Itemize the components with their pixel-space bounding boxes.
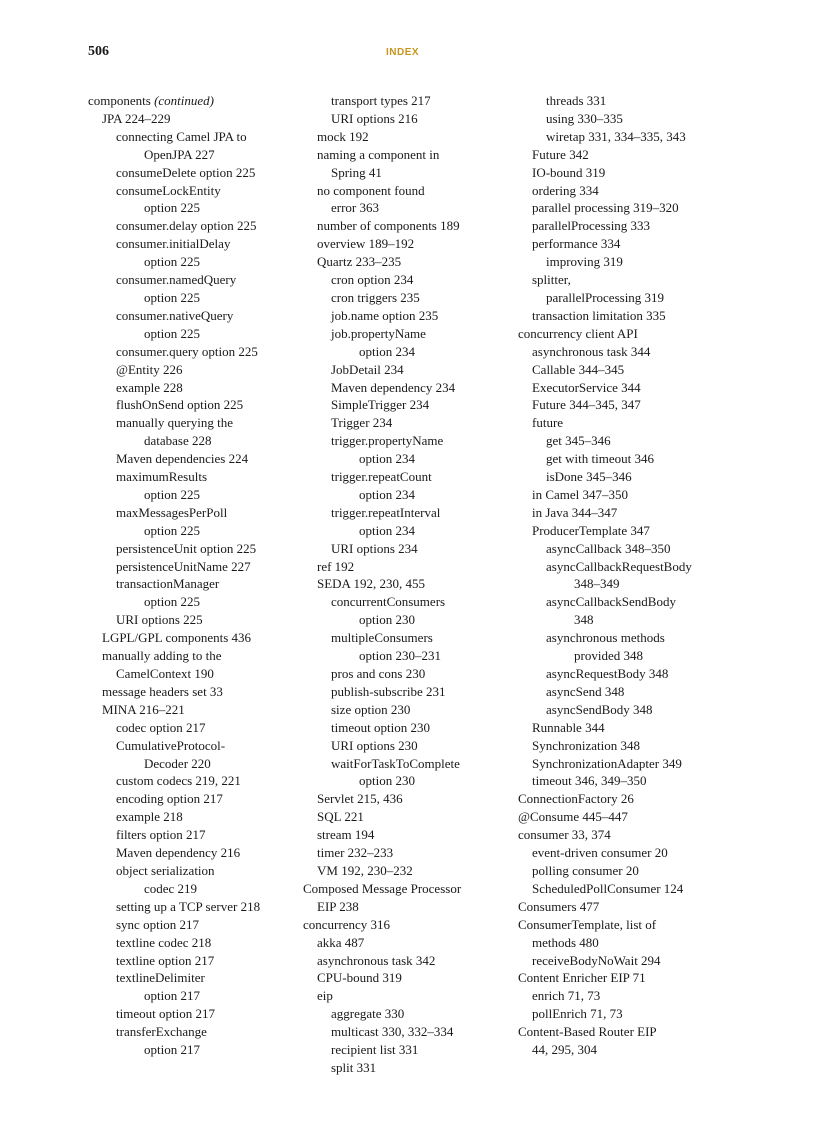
index-entry: consumer 33, 374 — [518, 827, 611, 843]
index-entry: transaction limitation 335 — [532, 307, 666, 323]
index-entry: trigger.repeatInterval — [331, 504, 441, 520]
index-entry: JobDetail 234 — [331, 361, 404, 377]
index-entry: CamelContext 190 — [116, 666, 214, 681]
index-entry: option 225 — [144, 200, 200, 216]
index-entry: option 230 — [359, 612, 415, 628]
index-entry: consumer.query option 225 — [116, 343, 258, 359]
index-entry: Decoder 220 — [144, 755, 211, 771]
index-entry: Maven dependency 234 — [331, 379, 456, 395]
index-entry: transport types 217 — [331, 93, 431, 108]
index-entry: Content-Based Router EIP — [518, 1024, 657, 1040]
index-entry: asyncSend 348 — [546, 683, 625, 699]
index-entry: timer 232–233 — [317, 845, 394, 861]
index-entry: SimpleTrigger 234 — [331, 397, 430, 413]
index-entry: consumer.namedQuery — [116, 272, 237, 288]
index-entry: VM 192, 230–232 — [317, 862, 413, 878]
index-entry: asyncCallback 348–350 — [546, 540, 671, 556]
index-entry: recipient list 331 — [331, 1042, 419, 1058]
index-entry: textline codec 218 — [116, 934, 212, 950]
index-entry: get with timeout 346 — [546, 451, 654, 467]
index-entry: components (continued) — [88, 93, 214, 108]
index-entry: connecting Camel JPA to — [116, 128, 247, 144]
index-entry: Trigger 234 — [331, 415, 393, 431]
index-entry: improving 319 — [546, 254, 623, 270]
index-entry: overview 189–192 — [317, 236, 415, 252]
index-entry: ConnectionFactory 26 — [518, 791, 634, 807]
index-entry: ExecutorService 344 — [532, 379, 641, 395]
index-entry: URI options 216 — [331, 110, 418, 126]
index-entry: ProducerTemplate 347 — [532, 522, 650, 538]
index-entry: asynchronous task 342 — [317, 952, 436, 968]
index-entry: Future 342 — [532, 146, 589, 162]
index-entry: filters option 217 — [116, 827, 206, 843]
index-entry: akka 487 — [317, 934, 365, 950]
index-entry: Synchronization 348 — [532, 737, 640, 753]
index-entry: message headers set 33 — [102, 683, 223, 699]
index-entry: SQL 221 — [317, 809, 364, 825]
index-entry: @Consume 445–447 — [518, 809, 628, 825]
index-entry: no component found — [317, 182, 425, 198]
index-entry: codec option 217 — [116, 719, 206, 735]
index-entry: Maven dependencies 224 — [116, 451, 249, 467]
index-entry: custom codecs 219, 221 — [116, 773, 241, 789]
index-entry: option 225 — [144, 254, 200, 270]
index-entry: option 217 — [144, 1042, 200, 1058]
index-entry: OpenJPA 227 — [144, 146, 215, 162]
index-entry: option 230 — [359, 773, 415, 789]
index-entry: asynchronous methods — [546, 630, 665, 646]
index-entry: job.propertyName — [331, 325, 426, 341]
index-entry: option 234 — [359, 343, 415, 359]
index-entry: consumeDelete option 225 — [116, 164, 256, 180]
index-entry: CPU-bound 319 — [317, 970, 402, 986]
index-entry: parallelProcessing 319 — [546, 289, 665, 305]
index-entry: sync option 217 — [116, 916, 200, 932]
index-entry: maximumResults — [116, 469, 207, 485]
index-entry: encoding option 217 — [116, 791, 223, 807]
index-column-1 — [88, 92, 298, 1059]
index-entry: maxMessagesPerPoll — [116, 504, 228, 520]
index-entry: Callable 344–345 — [532, 361, 625, 377]
index-entry: consumer.nativeQuery — [116, 307, 234, 323]
index-entry: CumulativeProtocol- — [116, 737, 226, 753]
index-entry: Runnable 344 — [532, 719, 605, 735]
index-entry: object serialization — [116, 862, 215, 878]
index-entry: split 331 — [331, 1059, 377, 1075]
index-entry: concurrency 316 — [303, 916, 390, 932]
index-entry: asynchronous task 344 — [532, 343, 651, 359]
index-entry: provided 348 — [574, 648, 643, 664]
index-entry: EIP 238 — [317, 898, 359, 914]
index-entry: transactionManager — [116, 576, 220, 592]
index-entry: option 217 — [144, 988, 200, 1004]
index-entry: LGPL/GPL components 436 — [102, 630, 252, 646]
index-entry: splitter, — [532, 272, 571, 288]
index-entry: eip — [317, 988, 333, 1004]
running-head: INDEX — [386, 47, 420, 58]
index-entry: methods 480 — [532, 934, 599, 950]
index-entry: flushOnSend option 225 — [116, 397, 244, 413]
index-entry: mock 192 — [317, 128, 369, 144]
index-entry: Maven dependency 216 — [116, 845, 241, 861]
index-entry: stream 194 — [317, 827, 375, 843]
index-entry: in Java 344–347 — [532, 504, 618, 520]
index-entry: example 218 — [116, 809, 183, 825]
index-entry: IO-bound 319 — [532, 164, 606, 180]
index-entry: trigger.repeatCount — [331, 469, 432, 485]
index-entry: timeout option 217 — [116, 1006, 215, 1022]
index-entry: URI options 230 — [331, 737, 418, 753]
index-entry: persistenceUnitName 227 — [116, 558, 251, 574]
index-entry: get 345–346 — [546, 433, 611, 449]
index-entry: naming a component in — [317, 146, 440, 162]
index-entry: parallelProcessing 333 — [532, 218, 651, 234]
index-entry: option 225 — [144, 486, 200, 502]
index-entry: manually adding to the — [102, 648, 222, 664]
index-entry: concurrency client API — [518, 325, 638, 341]
index-entry: SEDA 192, 230, 455 — [317, 576, 425, 592]
index-entry: in Camel 347–350 — [532, 486, 629, 502]
index-entry: aggregate 330 — [331, 1006, 405, 1022]
index-entry: multipleConsumers — [331, 630, 433, 646]
index-entry: publish-subscribe 231 — [331, 683, 446, 699]
index-entry: codec 219 — [144, 880, 198, 896]
index-entry: future — [532, 415, 564, 431]
index-entry: 44, 295, 304 — [532, 1042, 597, 1058]
index-entry: Composed Message Processor — [303, 880, 462, 896]
index-entry: persistenceUnit option 225 — [116, 540, 257, 556]
index-entry: 348 — [574, 612, 594, 628]
index-entry: JPA 224–229 — [102, 110, 171, 126]
index-entry: size option 230 — [331, 701, 411, 717]
index-column-3 — [518, 92, 738, 1059]
index-entry: asyncCallbackRequestBody — [546, 558, 692, 574]
index-entry: option 225 — [144, 325, 200, 341]
index-entry: Spring 41 — [331, 164, 382, 180]
index-entry: performance 334 — [532, 236, 621, 252]
index-entry: consumer.delay option 225 — [116, 218, 257, 234]
index-entry: trigger.propertyName — [331, 433, 444, 449]
index-entry: example 228 — [116, 379, 183, 395]
index-entry: asyncRequestBody 348 — [546, 666, 669, 681]
index-entry: URI options 225 — [116, 612, 203, 628]
index-entry: option 225 — [144, 594, 200, 610]
index-entry: ordering 334 — [532, 182, 599, 198]
index-entry: enrich 71, 73 — [532, 988, 601, 1004]
index-entry: Future 344–345, 347 — [532, 397, 641, 413]
index-entry: cron triggers 235 — [331, 289, 420, 305]
index-entry: multicast 330, 332–334 — [331, 1024, 454, 1040]
index-entry: ConsumerTemplate, list of — [518, 916, 657, 932]
index-entry: job.name option 235 — [331, 307, 439, 323]
index-entry: ref 192 — [317, 558, 355, 574]
index-entry: number of components 189 — [317, 218, 460, 234]
index-entry: option 234 — [359, 486, 415, 502]
index-entry: event-driven consumer 20 — [532, 845, 668, 861]
index-entry: waitForTaskToComplete — [331, 755, 460, 771]
index-entry: receiveBodyNoWait 294 — [532, 952, 661, 968]
index-entry: error 363 — [331, 200, 380, 216]
index-entry: Content Enricher EIP 71 — [518, 970, 646, 986]
index-entry: URI options 234 — [331, 540, 418, 556]
index-entry: ScheduledPollConsumer 124 — [532, 880, 684, 896]
index-entry: setting up a TCP server 218 — [116, 898, 261, 914]
index-entry: wiretap 331, 334–335, 343 — [546, 128, 686, 144]
index-entry: MINA 216–221 — [102, 701, 185, 717]
index-entry: consumeLockEntity — [116, 182, 221, 198]
index-entry: parallel processing 319–320 — [532, 200, 679, 216]
index-entry: option 230–231 — [359, 648, 441, 664]
index-entry: option 234 — [359, 451, 415, 467]
index-entry: concurrentConsumers — [331, 594, 446, 610]
page-number: 506 — [88, 44, 109, 59]
index-entry: asyncCallbackSendBody — [546, 594, 676, 610]
index-entry: asyncSendBody 348 — [546, 701, 653, 717]
index-entry: isDone 345–346 — [546, 469, 632, 485]
index-entry: @Entity 226 — [116, 361, 183, 377]
index-entry: option 225 — [144, 522, 200, 538]
index-entry: 348–349 — [574, 576, 620, 592]
index-entry: option 225 — [144, 289, 200, 305]
index-entry: textlineDelimiter — [116, 970, 205, 986]
index-entry: Quartz 233–235 — [317, 254, 402, 270]
index-entry: cron option 234 — [331, 272, 414, 288]
continued-label: (continued) — [154, 93, 214, 108]
index-entry: manually querying the — [116, 415, 233, 431]
index-entry: textline option 217 — [116, 952, 215, 968]
index-entry: using 330–335 — [546, 110, 623, 126]
index-entry: database 228 — [144, 433, 212, 449]
index-entry: Servlet 215, 436 — [317, 791, 403, 807]
index-entry: transferExchange — [116, 1024, 207, 1040]
index-entry: pollEnrich 71, 73 — [532, 1006, 623, 1022]
index-entry: timeout 346, 349–350 — [532, 773, 647, 789]
index-entry: Consumers 477 — [518, 898, 600, 914]
index-entry: pros and cons 230 — [331, 666, 426, 681]
index-entry: option 234 — [359, 522, 415, 538]
index-entry: polling consumer 20 — [532, 862, 639, 878]
index-column-2 — [303, 92, 513, 1077]
index-entry: threads 331 — [546, 93, 607, 108]
index-entry: consumer.initialDelay — [116, 236, 231, 252]
index-entry: SynchronizationAdapter 349 — [532, 755, 682, 771]
index-entry: timeout option 230 — [331, 719, 430, 735]
